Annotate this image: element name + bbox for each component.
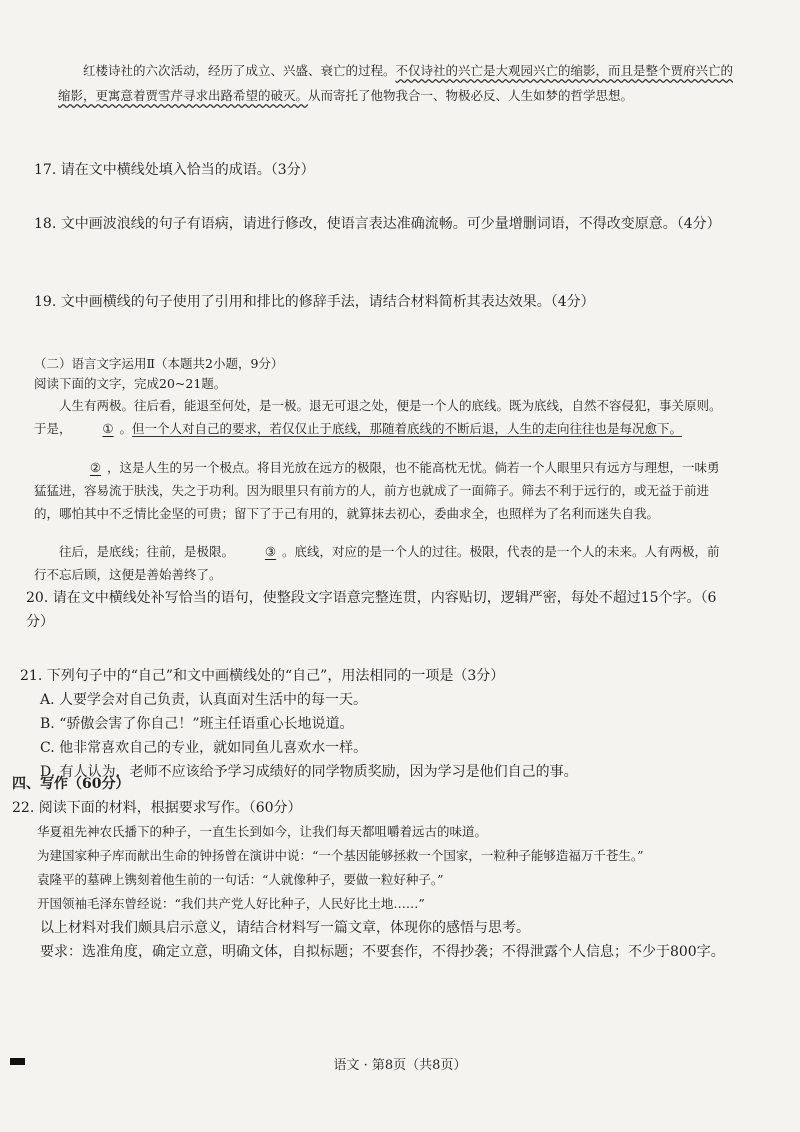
header-passage xyxy=(58,58,738,108)
paragraph-text: 。 xyxy=(119,421,133,436)
passage-text: 从而寄托了他物我合一、物极必反、人生如梦的哲学思想。 xyxy=(308,88,634,103)
section-2-title: （二）语言文字运用Ⅱ（本题共2小题，9分） xyxy=(34,356,284,371)
option-a: A. 人要学会对自己负责，认真面对生活中的每一天。 xyxy=(40,692,368,708)
wavy-sentence: 不仅诗社的兴亡是大观园兴亡的缩影，而且是整个贾府兴亡的缩影，更寓意着贾雪芹寻求出路希望的破灭。 xyxy=(58,63,734,103)
material-1: 华夏祖先神农氏播下的种子，一直生长到如今，让我们每天都咀嚼着远古的味道。 xyxy=(37,824,488,839)
passage-paragraph-3 xyxy=(34,540,724,586)
question-17: 17. 请在文中横线处填入恰当的成语。（3分） xyxy=(34,162,315,178)
option-b: B. “骄傲会害了你自己！”班主任语重心长地说道。 xyxy=(40,716,354,732)
option-d: D. 有人认为，老师不应该给予学习成绩好的同学物质奖励，因为学习是他们自己的事。 xyxy=(40,764,578,780)
question-18: 18. 文中画波浪线的句子有语病，请进行修改，使语言表达准确流畅。可少量增删词语，不得改变原意。（4分） xyxy=(34,216,721,232)
material-4: 开国领袖毛泽东曾经说：“我们共产党人好比种子，人民好比土地……” xyxy=(37,896,425,911)
question-21-stem: 21. 下列句子中的“自己”和文中画横线处的“自己”，用法相同的一项是（3分） xyxy=(20,668,505,684)
question-19: 19. 文中画横线的句子使用了引用和排比的修辞手法，请结合材料简析其表达效果。（4分） xyxy=(34,294,595,310)
question-22-stem: 22. 阅读下面的材料，根据要求写作。（60分） xyxy=(12,800,302,816)
underlined-sentence: 但一个人对自己的要求，若仅仅止于底线，那随着底线的不断后退，人生的走向往往也是每况愈下。 xyxy=(132,421,683,436)
paragraph-text: ，这是人生的另一个极点。将目光放在远方的极限，也不能高枕无忧。倘若一个人眼里只有远方与理想，一味勇猛猛进，容易流于肤浅，失之于功利。因为眼里只有前方的人，前方也就成了一面筛子。筛去不利于远行的，或无益于前进的，哪怕其中不乏情比金坚的可贵；留下了于己有用的，就算抹去初心，委曲求全，也照样为了名利而迷失自我。 xyxy=(34,460,720,521)
question-20: 20. 请在文中横线处补写恰当的语句，使整段文字语意完整连贯，内容贴切，逻辑严密，每处不超过15个字。（6分） xyxy=(26,590,717,630)
page-footer: 语文 · 第8页（共8页） xyxy=(333,1058,467,1073)
blank-2: ② xyxy=(89,460,102,475)
passage-text: 红楼诗社的六次活动，经历了成立、兴盛、衰亡的过程。 xyxy=(83,63,396,78)
option-c: C. 他非常喜欢自己的专业，就如同鱼儿喜欢水一样。 xyxy=(40,740,368,756)
paragraph-text: 往后，是底线；往前，是极限。 xyxy=(59,544,235,559)
section-2-instruction: 阅读下面的文字，完成20~21题。 xyxy=(34,376,227,391)
blank-3: ③ xyxy=(264,544,277,559)
paragraph-text: 。底线，对应的是一个人的过往。极限，代表的是一个人的未来。人有两极，前行不忘后顾，这便是善始善终了。 xyxy=(34,544,720,582)
material-5: 以上材料对我们颇具启示意义，请结合材料写一篇文章，体现你的感悟与思考。 xyxy=(40,920,530,936)
question-21 xyxy=(20,664,740,784)
material-3: 袁隆平的墓碑上镌刻着他生前的一句话：“人就像种子，要做一粒好种子。” xyxy=(37,872,444,887)
requirements: 要求：选准角度，确定立意，明确文体，自拟标题；不要套作，不得抄袭；不得泄露个人信息；不少于800字。 xyxy=(40,944,725,960)
passage-paragraph-1 xyxy=(34,394,724,440)
passage-paragraph-2 xyxy=(34,456,724,525)
blank-1: ① xyxy=(102,421,114,436)
section-4-title: 四、写作（60分） xyxy=(12,776,130,792)
material-2: 为建国家种子库而献出生命的钟扬曾在演讲中说：“一个基因能够拯救一个国家，一粒种子能够造福万千苍生。” xyxy=(37,848,644,863)
paragraph-text: 人生有两极。往后看，能退至何处，是一极。退无可退之处，便是一个人的底线。既为底线，自然不容侵犯，事关原则。于是， xyxy=(34,398,722,436)
question-22 xyxy=(12,796,732,964)
